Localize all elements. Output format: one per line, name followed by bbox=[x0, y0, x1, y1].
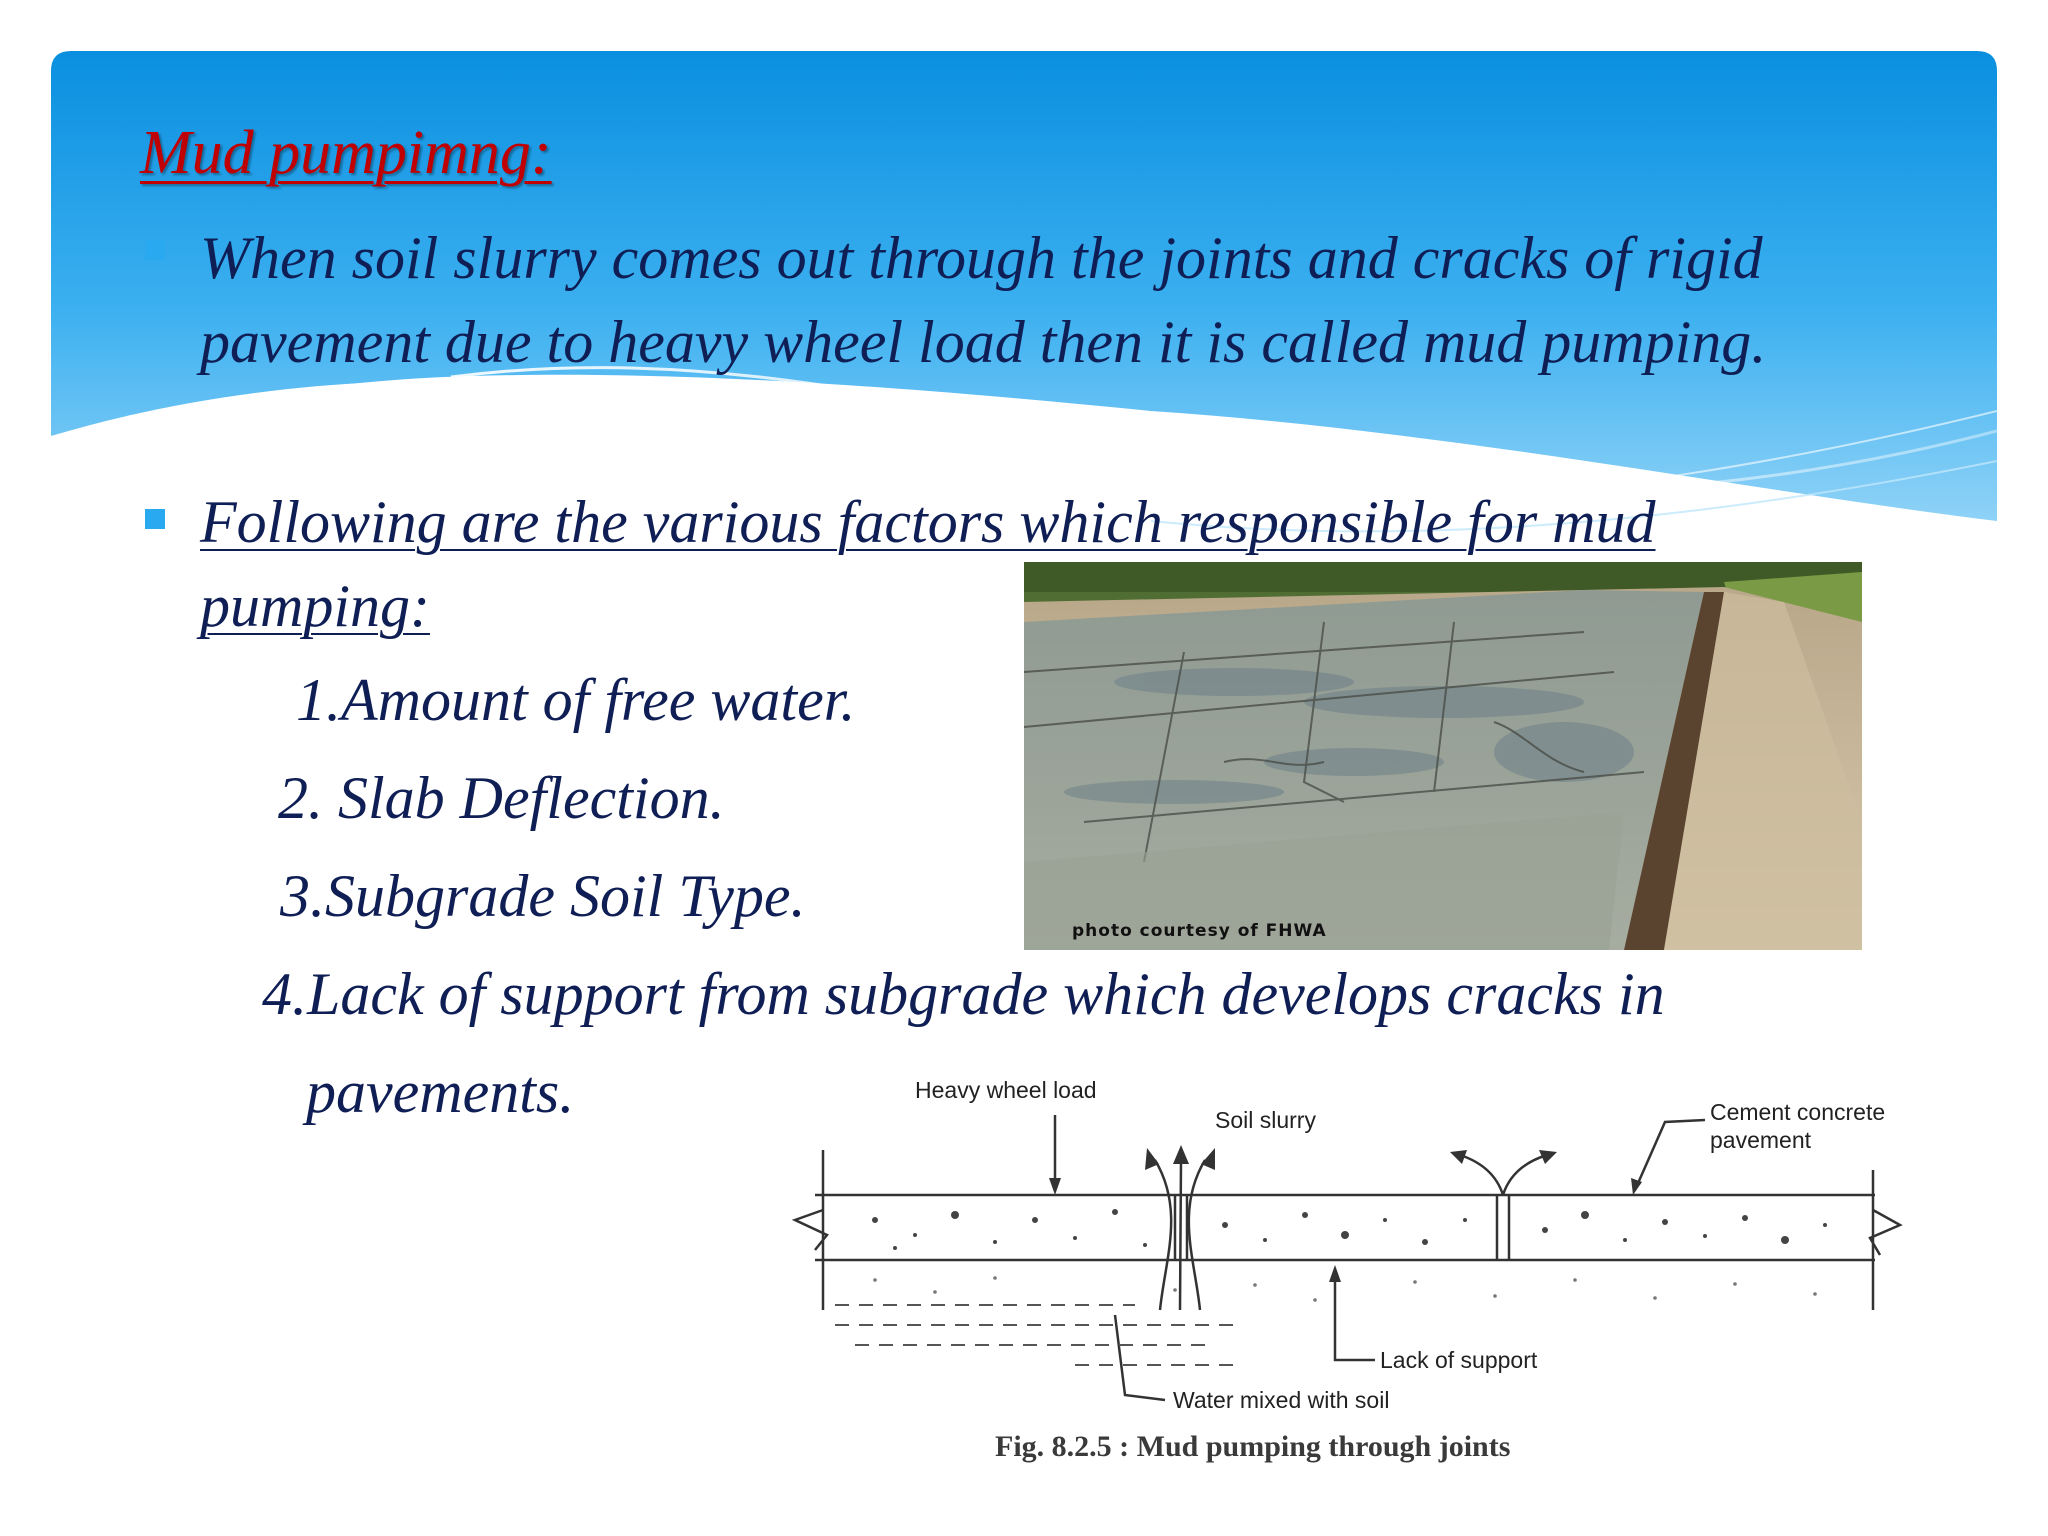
factor-item: 1.Amount of free water. bbox=[296, 667, 856, 733]
factor-item: 3.Subgrade Soil Type. bbox=[280, 863, 806, 929]
definition-paragraph: When soil slurry comes out through the joints and cracks of rigid pavement due to heavy wheel load then it is called mud pumping. bbox=[200, 225, 1767, 375]
bullet-marker bbox=[145, 240, 165, 260]
label-water-mixed-with-soil: Water mixed with soil bbox=[1173, 1387, 1390, 1413]
factor-item: 2. Slab Deflection. bbox=[278, 765, 725, 831]
figure-caption: Fig. 8.2.5 : Mud pumping through joints bbox=[995, 1430, 1511, 1463]
factors-intro-paragraph: Following are the various factors which responsible for mud pumping: bbox=[200, 489, 1656, 639]
label-heavy-wheel-load: Heavy wheel load bbox=[915, 1077, 1097, 1103]
road-photo bbox=[1024, 562, 1862, 950]
factor-item: 4.Lack of support from subgrade which develops cracks in bbox=[262, 961, 1665, 1027]
label-lack-of-support: Lack of support bbox=[1380, 1347, 1538, 1373]
factor-item: pavements. bbox=[306, 1059, 575, 1125]
slide-title: Mud pumpimng: bbox=[140, 119, 552, 187]
label-soil-slurry: Soil slurry bbox=[1215, 1107, 1316, 1133]
bullet-marker bbox=[145, 509, 165, 529]
photo-caption: photo courtesy of FHWA bbox=[1072, 921, 1327, 941]
label-pavement: pavement bbox=[1710, 1127, 1812, 1153]
label-cement-concrete: Cement concrete bbox=[1710, 1099, 1886, 1125]
mud-pumping-diagram bbox=[175, 1060, 1975, 1536]
road-photo-illustration bbox=[1024, 562, 1862, 950]
